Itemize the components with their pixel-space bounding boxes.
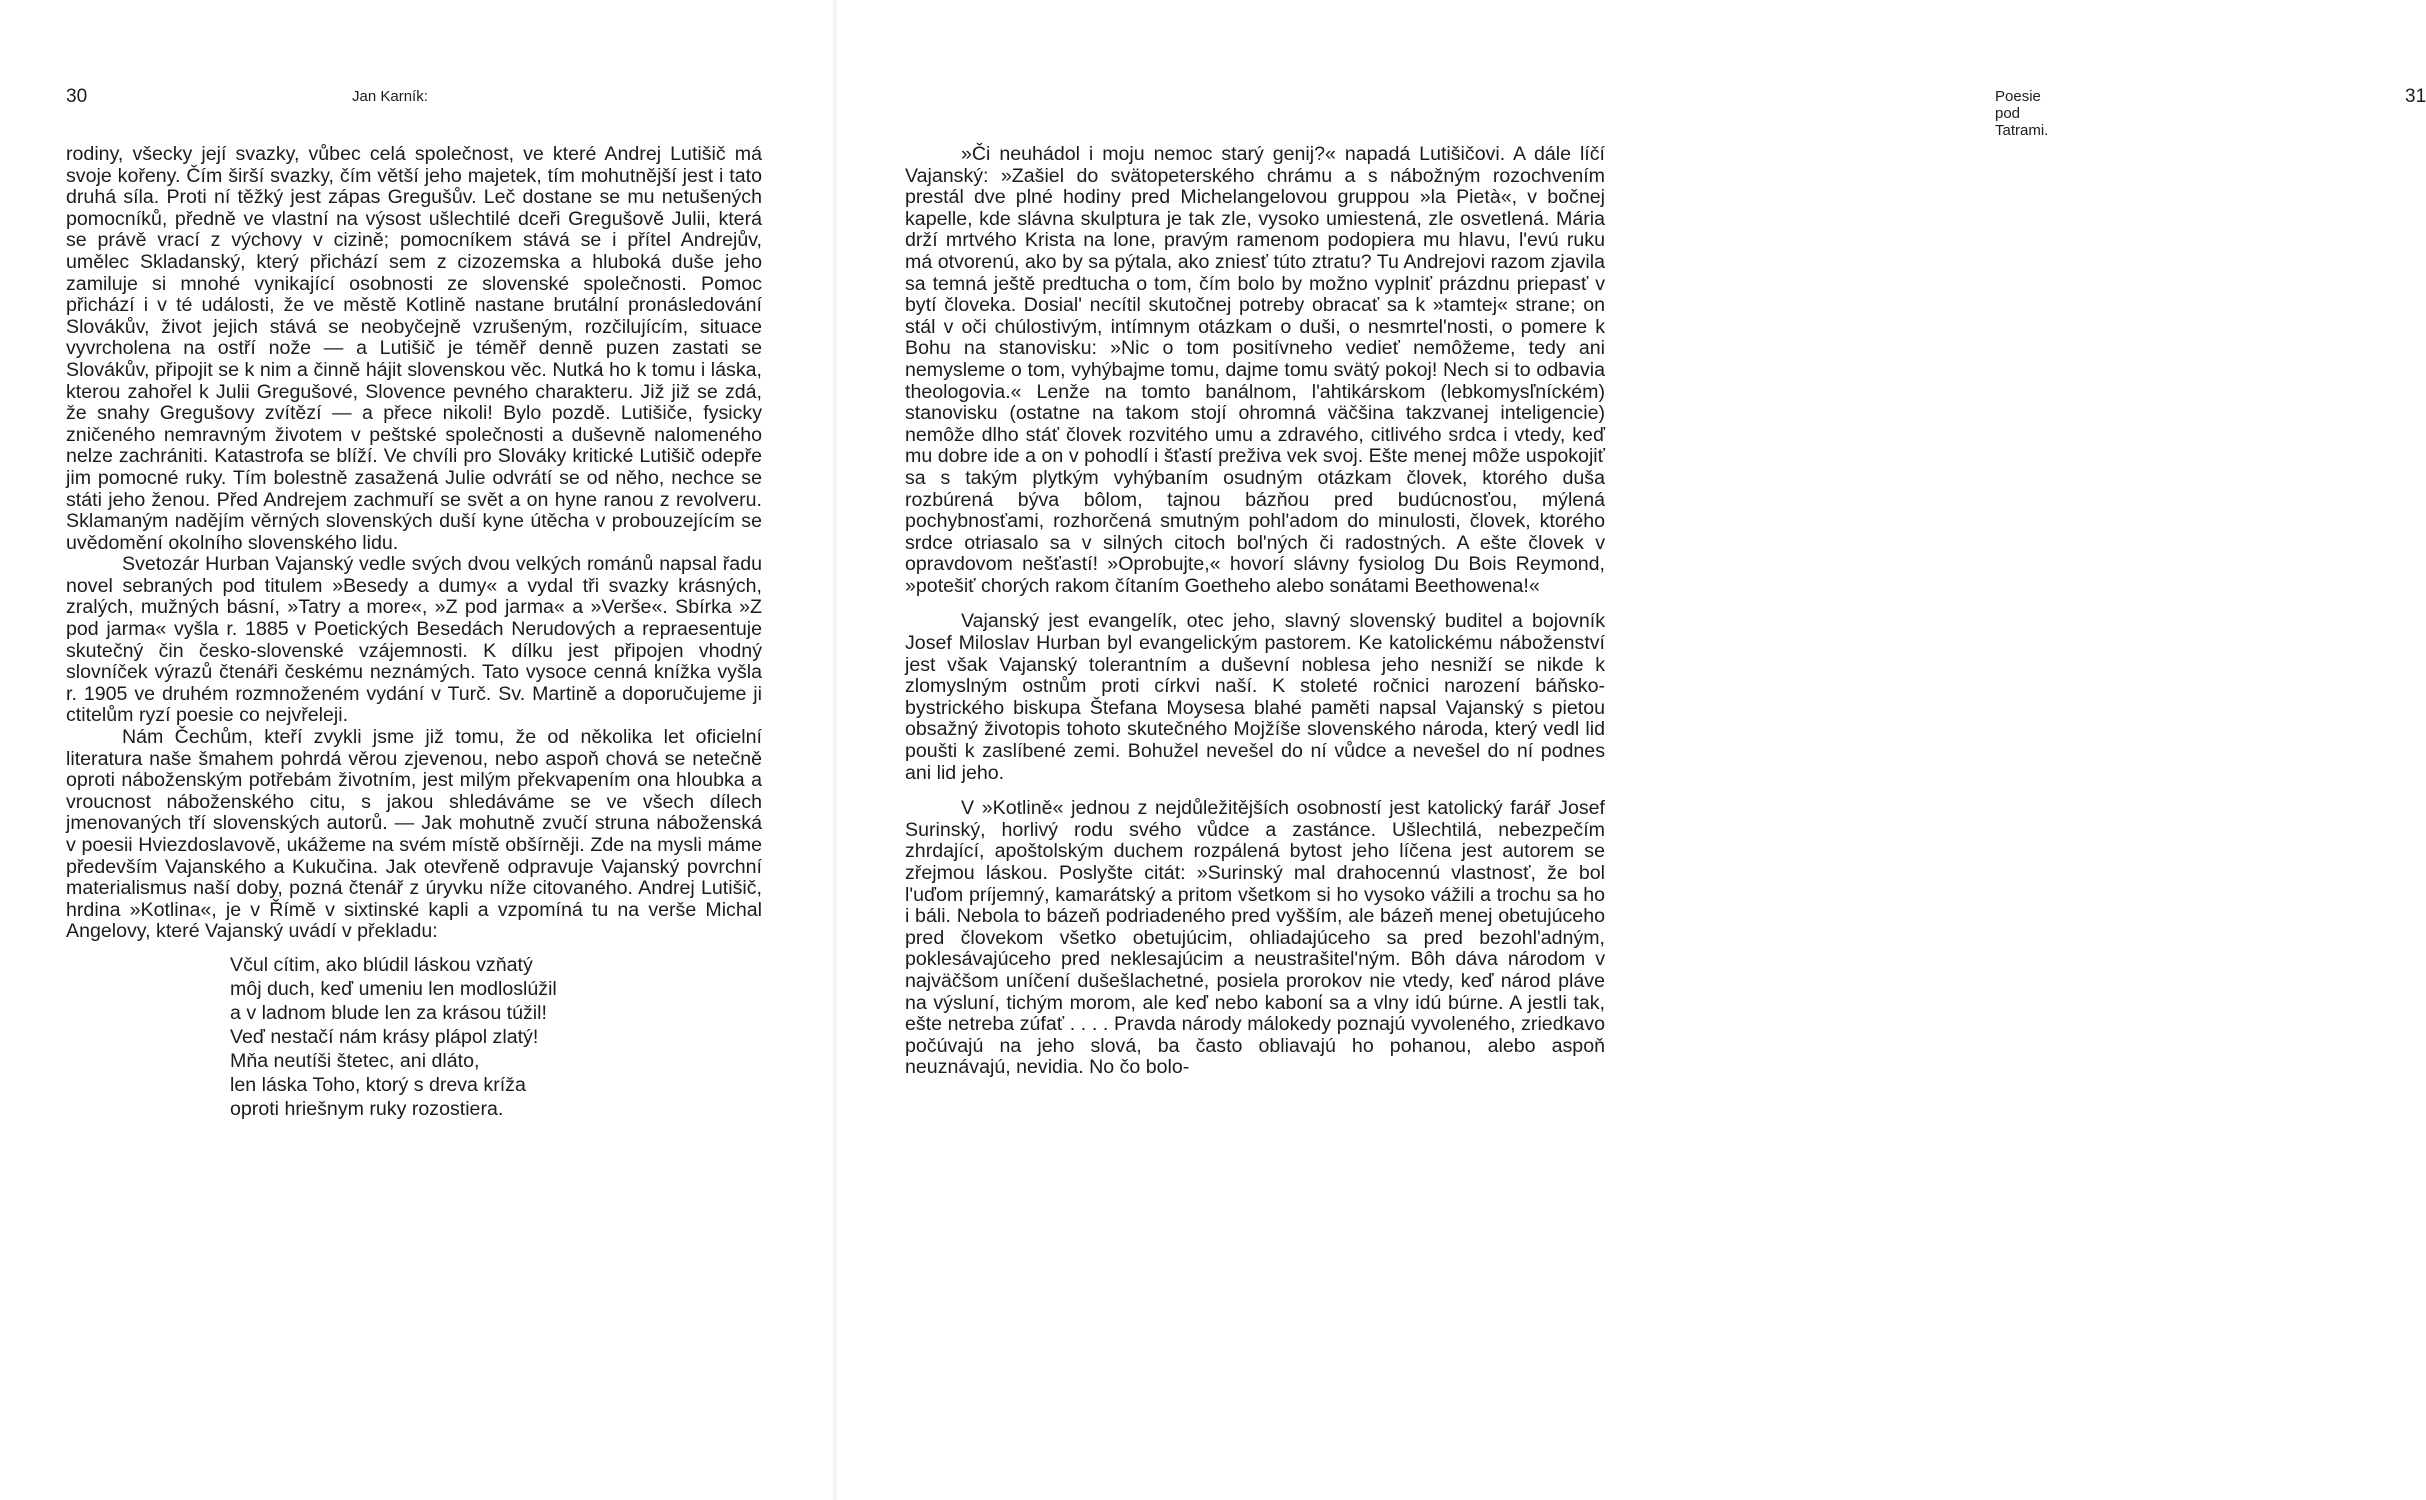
poem-line: Včul cítim, ako blúdil láskou vzňatý (230, 953, 533, 976)
page-number-right: 31 (2405, 86, 2426, 107)
poem-line: a v ladnom blude len za krásou túžil! (230, 1001, 547, 1024)
paragraph: »Či neuhádol i moju nemoc starý genij?« napadá Lutišičovi. A dále líčí Vajanský: »Zašiel do svätopeterského chrámu a s nábožným rozochvením prestál dve plné hodiny pred Michelangelovou gruppou »la Pietà«, v bočnej kapelle, kde slávna skulptura je tak zle, vysoko umiestená, zle osvetlená. Mária drží mrtvého Krista na lone, pravým ramenom podopiera mu hlavu, l'evú ruku má otvorenú, ako by sa pýtala, ako zniesť túto ztratu? Tu Andrejovi razom zjavila sa temná ještě predtucha o tom, čím bolo by možno vyplniť prázdnu priepasť v bytí človeka. Dosial' necítil skutočnej potreby obracať sa k »tamtej« strane; on stál v oči chúlostivým, intímnym otázkam o duši, o nesmrtel'nosti, o pomere k Bohu na stanovisku: »Nic o tom positívneho vedieť nemôžeme, tedy ani nemysleme o tom, vyhýbajme tomu, dajme tomu svätý pokoj! Nech si to odbavia theologovia.« Lenže na tomto banálnom, l'ahtikárskom (lebkomysľníckém) stanovisku (ostatne na takom stojí ohromná väčšina takzvanej inteligencie) nemôže dlho stáť človek rozvitého umu a zdravého, citlivého srdca i vtedy, keď mu dobre ide a on v pohodlí i šťastí preživa vek svoj. Ešte menej môže uspokojiť sa s takým plytkým vyhýbaním osudným otázkam človek, ktorého duša rozbúrená býva bôlom, tajnou bázňou pred budúcnosťou, mýlená pochybnosťami, rozhorčená smutným pohl'adom do minulosti, človek, ktorého srdce otriasalo sa v silných citoch bol'ných či radostných. A ešte človek v opravdovom nešťastí! »Oprobujte,« hovorí slávny fysiolog Du Bois Reymond, »potešiť chorých rakom čítaním Goetheho alebo sonátami Beethowena!« (905, 143, 1605, 597)
left-body-text (66, 144, 762, 1121)
right-body-text (905, 144, 1605, 1079)
paragraph: Svetozár Hurban Vajanský vedle svých dvou velkých románů napsal řadu novel sebraných pod titulem »Besedy a dumy« a vydal tři svazky krásných, zralých, mužných básní, »Tatry a more«, »Z pod jarma« a »Verše«. Sbírka »Z pod jarma« vyšla r. 1885 v Poetických Besedách Nerudových a repraesentuje skutečný čin česko-slovenské vzájemnosti. K dílku jest připojen vhodný slovníček výrazů čtenáři českému neznámých. Tato vysoce cenná knížka vyšla r. 1905 ve druhém rozmnoženém vydání v Turč. Sv. Martině a doporučujeme ji ctitelům ryzí poesie co nejvřeleji. (66, 553, 762, 727)
paragraph: V »Kotlině« jednou z nejdůležitějších osobností jest katolický farář Josef Surinský, horlivý rodu svého vůdce a zastánce. Ušlechtilá, nebezpečím zhrdající, apoštolským duchem rozpálená bytost jeho líčena jest autorem se zřejmou láskou. Poslyšte citát: »Surinský mal drahocennú vlastnosť, že bol l'uďom príjemný, kamarátský a pritom všetkom si ho vysoko vážili a trochu sa ho i báli. Nebola to bázeň podriadeného pred vyšším, ale bázeň menej obetujúceho pred človekom všetko obetujúcim, ohliadajúceho sa pred bezohl'adným, poklesávajúceho pred neklesajúcim a neustrašitel'ným. Bôh dáva národom v najväčšom uníčení dušešlachetné, posiela prorokov nie vtedy, keď národ pláve na výsluní, tichým morom, ale keď nebo kabonί sa a vlny idú búrne. A jestli tak, ešte netreba zúfať . . . . Pravda národy málokedy poznajú vyvoleného, zriedkavo počúvajú na jeho slová, ba často obliavajú ho pohanou, alebo aspoň neuznávajú, nevidia. No čo bolo- (905, 797, 1605, 1079)
paragraph: Vajanský jest evangelík, otec jeho, slavný slovenský buditel a bojovník Josef Miloslav Hurban byl evangelickým pastorem. Ke katolickému náboženství jest však Vajanský tolerantním a duševní noblesa jeho nesniží se nikde k zlomyslným ostnům proti církvi naší. K stoleté ročnici narození báňsko-bystrického biskupa Štefana Moysesa blahé paměti napsal Vajanský s pietou obsažný životopis tohoto skutečného Mojžíše slovenského národa, který vedl lid poušti k zaslíbené zemi. Bohužel nevešel do ní vůdce a nevešel do ní podnes ani lid jeho. (905, 610, 1605, 784)
poem-line: môj duch, keď umeniu len modloslúžil (230, 977, 557, 1000)
paragraph: rodiny, všecky její svazky, vůbec celá společnost, ve které Andrej Lutišič má svoje kořeny. Čím širší svazky, čím větší jeho majetek, tím mohutnější jest i tato druhá síla. Proti ní těžký jest zápas Gregušův. Leč dostane se mu netušených pomocníků, předně ve vlastní na výsost ušlechtilé dceři Gregušově Julii, která se právě vrací z výchovy v cizině; pomocníkem stává se i přítel Andrejův, umělec Skladanský, který přichází sem z cizozemska a hluboká duše jeho zamiluje si mnohé vynikající osobnosti ze slovenské společnosti. Pomoc přichází i v té události, že ve městě Kotlině nastane brutální pronásledování Slovákův, život jejich stává se neobyčejně vzrušeným, rozčilujícím, situace vyvrcholena na ostří nože — a Lutišič je téměř denně puzen zastati se Slovákův, připojit se k nim a činně hájit slovenskou věc. Nutká ho k tomu i láska, kterou zahořel k Julii Gregušové, Slovence pevného charakteru. Již již se zdá, že snahy Gregušovy zvítězí — a přece nikoli! Bylo pozdě. Lutišiče, fysicky zničeného nemravným životem v peštské společnosti a duševně nalomeného nelze zachrániti. Katastrofa se blíží. Ve chvíli pro Slováky kritické Lutišič odepře jim pomocné ruky. Tím bolestně zasažená Julie odvrátí se od něho, nechce se státi jeho ženou. Před Andrejem zachmuří se svět a on hyne ranou z revolveru. Sklamaným nadějím věrných slovenských duší kyne útěcha v probouzejícím se uvědomění okolního slovenského lidu. (66, 143, 762, 554)
paragraph: Nám Čechům, kteří zvykli jsme již tomu, že od několika let oficielní literatura naše šmahem pohrdá věrou zjevenou, nebo aspoň chová se netečně oproti náboženským potřebám životním, jest milým překvapením ona hloubka a vroucnost náboženského citu, s jakou shledáváme se ve všech dílech jmenovaných tří slovenských autorů. — Jak mohutně zvučí struna náboženská v poesii Hviezdoslavově, ukážeme na svém místě obšírněji. Zde na mysli máme především Vajanského a Kukučina. Jak otevřeně odpravuje Vajanský povrchní materialismus naší doby, pozná čtenář z úryvku níže citovaného. Andrej Lutišič, hrdina »Kotlina«, je v Římě v sixtinské kapli a vzpomíná tu na verše Michal Angelovy, které Vajanský uvádí v překladu: (66, 726, 762, 943)
running-head-left: Jan Karník: (352, 88, 428, 105)
poem-line: oproti hriešnym ruky rozostiera. (230, 1097, 504, 1120)
poem-line: len láska Toho, ktorý s dreva kríža (230, 1073, 526, 1096)
left-page (0, 0, 835, 1500)
poem-line: Veď nestačí nám krásy plápol zlatý! (230, 1025, 539, 1048)
poem-quote (230, 953, 762, 1121)
poem-line: Mňa neutíši štetec, ani dláto, (230, 1049, 480, 1072)
page-number-left: 30 (66, 86, 88, 107)
running-head-right: Poesie pod Tatrami. (1995, 88, 2049, 139)
right-page (835, 0, 2426, 1500)
